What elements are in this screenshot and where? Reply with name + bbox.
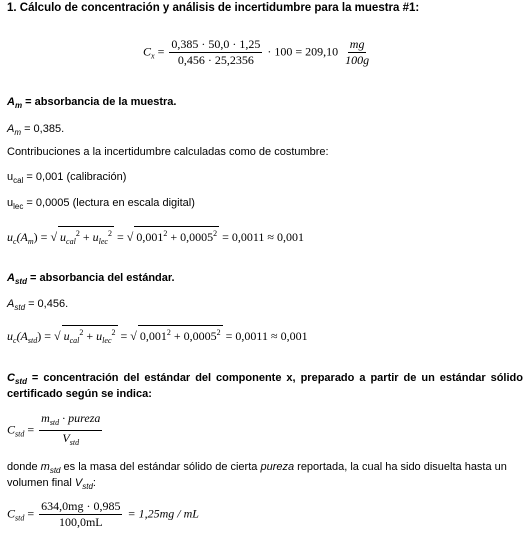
ucal-text: = 0,001 (calibración) xyxy=(23,171,127,183)
astd-value-subscript: std xyxy=(14,303,26,312)
cstd-value-result: = 1,25mg / mL xyxy=(124,506,199,521)
uc-arg-subscript: std xyxy=(27,336,38,345)
sqrt-radicand xyxy=(58,226,114,249)
cstd-value-fraction xyxy=(39,500,122,529)
value-a: 0,001 xyxy=(136,230,164,244)
astd-value xyxy=(7,298,68,312)
mass-symbol: m xyxy=(40,461,50,473)
cx-symbol: C xyxy=(143,44,152,59)
equals-sign: = xyxy=(37,230,51,244)
mass-subscript: std xyxy=(49,418,60,427)
volume-symbol: V xyxy=(62,431,70,445)
volume-subscript: std xyxy=(69,438,80,447)
am-definition-text: = absorbancia de la muestra. xyxy=(22,96,177,108)
am-value-symbol: A xyxy=(7,123,15,135)
value-b: + 0,0005 xyxy=(170,329,217,343)
am-symbol: A xyxy=(7,96,15,108)
cx-fraction xyxy=(169,38,262,67)
donde-paragraph xyxy=(7,461,523,493)
uc-arg-close: ) xyxy=(37,329,42,343)
cstd-subscript: std xyxy=(14,377,27,386)
u-lec-subscript: lec xyxy=(102,336,112,345)
volume-subscript: std xyxy=(82,482,93,491)
cx-unit-numerator: mg xyxy=(349,37,365,51)
ucal-line xyxy=(7,171,126,185)
equals-sign: = xyxy=(157,44,165,59)
astd-definition-text: = absorbancia del estándar. xyxy=(26,272,175,284)
cx-denominator: 0,456 · 25,2356 xyxy=(177,53,254,67)
value-a: 0,001 xyxy=(139,329,167,343)
contributions-text: Contribuciones a la incertidumbre calculadas como de costumbre: xyxy=(7,146,329,158)
cx-unit-fraction xyxy=(343,38,371,67)
donde-text-3: reportada, la cual ha sido disuelta hasta un volumen final xyxy=(7,461,507,489)
equals-sign: = xyxy=(113,230,127,244)
square-exponent: 2 xyxy=(166,328,171,337)
astd-value-symbol: A xyxy=(7,298,15,310)
cstd-definition-text: = concentración del estándar del componente x, preparado a partir de un estándar sólido certificado según se indica: xyxy=(7,372,523,400)
u-cal-symbol: u xyxy=(60,230,67,244)
u-cal-subscript: cal xyxy=(69,336,80,345)
uc-symbol: u xyxy=(7,230,13,244)
pureza-word: pureza xyxy=(260,461,295,473)
astd-subscript: std xyxy=(14,277,27,286)
square-exponent: 2 xyxy=(163,229,168,238)
cstd-symbol: C xyxy=(7,372,15,384)
uc-subscript: c xyxy=(13,336,17,345)
donde-text-1: donde xyxy=(7,461,41,473)
sqrt-values xyxy=(134,226,219,244)
sqrt-radicand xyxy=(62,325,118,348)
uc-result: = 0,0011 ≈ 0,001 xyxy=(219,230,305,244)
ucal-subscript: cal xyxy=(13,176,24,185)
cstd-formula-denominator xyxy=(60,431,81,449)
sqrt-values xyxy=(138,325,223,343)
cstd-lhs-subscript: std xyxy=(15,429,25,439)
cx-subscript: x xyxy=(151,51,155,61)
equals-sign: = xyxy=(24,422,38,437)
astd-symbol: A xyxy=(7,272,15,284)
am-value-text: = 0,385. xyxy=(21,123,65,135)
square-exponent: 2 xyxy=(111,328,116,337)
am-subscript: m xyxy=(14,101,23,110)
cstd-formula-numerator xyxy=(39,412,102,431)
equation-cx xyxy=(143,38,373,67)
astd-value-text: = 0,456. xyxy=(25,298,69,310)
uc-arg: (A xyxy=(16,329,28,343)
u-cal-subscript: cal xyxy=(66,237,76,246)
equation-uc-astd: $u_c(A_{std})$ = √ $u_{cal}^2 + u_{lec}^2$ = √ $0,001^2 + 0,0005^2 = 0,0011 \approx 0,001$ xyxy=(7,325,308,348)
equals-sign: = xyxy=(41,329,55,343)
cstd-value-denominator: 100,0mL xyxy=(58,515,103,529)
mass-subscript: std xyxy=(49,466,61,475)
uc-arg: (A xyxy=(16,230,28,244)
equals-sign: = xyxy=(117,329,131,343)
cstd-lhs-subscript: std xyxy=(15,513,25,523)
plus-sign: + xyxy=(83,329,97,343)
astd-definition xyxy=(7,272,175,286)
cx-unit-denominator: 100g xyxy=(345,53,370,67)
cstd-lhs-symbol: C xyxy=(7,506,16,521)
am-definition xyxy=(7,96,176,110)
value-b: + 0,0005 xyxy=(167,230,214,244)
ucal-symbol: u xyxy=(7,171,14,183)
uc-symbol: u xyxy=(7,329,13,343)
square-exponent: 2 xyxy=(213,229,218,238)
cx-numerator: 0,385 · 50,0 · 1,25 xyxy=(171,37,261,51)
equals-sign: = xyxy=(24,506,38,521)
equation-uc-am: $u_c(A_m)$ = √ $u_{cal}^2 + u_{lec}^2$ = √ $0,001^2 + 0,0005^2 = 0,0011 \approx 0,001$ xyxy=(7,226,304,249)
uc-arg-subscript: m xyxy=(27,237,34,246)
ulec-text: = 0,0005 (lectura en escala digital) xyxy=(23,197,195,209)
cstd-formula-fraction xyxy=(39,412,102,449)
donde-text-4: : xyxy=(92,477,96,489)
purity-term: · pureza xyxy=(59,411,101,425)
cstd-definition xyxy=(7,372,523,401)
am-value xyxy=(7,123,64,137)
volume-symbol: V xyxy=(74,477,83,489)
u-lec-symbol: u xyxy=(96,329,103,343)
u-lec-subscript: lec xyxy=(98,237,108,246)
square-exponent: 2 xyxy=(75,229,80,238)
cstd-lhs-symbol: C xyxy=(7,422,16,437)
section-title: 1. Cálculo de concentración y análisis de incertidumbre para la muestra #1: xyxy=(7,2,420,14)
equation-cstd-formula xyxy=(7,412,104,449)
cstd-value-numerator: 634,0mg · 0,985 xyxy=(41,499,121,513)
plus-sign: + xyxy=(79,230,93,244)
square-exponent: 2 xyxy=(107,229,112,238)
square-exponent: 2 xyxy=(216,328,221,337)
equation-cstd-value xyxy=(7,500,199,529)
mass-symbol: m xyxy=(41,411,50,425)
am-value-subscript: m xyxy=(14,128,22,137)
uc-subscript: c xyxy=(13,237,17,246)
u-lec-symbol: u xyxy=(92,230,99,244)
uc-arg-close: ) xyxy=(33,230,38,244)
u-cal-symbol: u xyxy=(63,329,70,343)
ulec-symbol: u xyxy=(7,197,14,209)
uc-result: = 0,0011 ≈ 0,001 xyxy=(222,329,308,343)
square-exponent: 2 xyxy=(79,328,84,337)
ulec-line xyxy=(7,197,195,211)
ulec-subscript: lec xyxy=(13,202,24,211)
donde-text-2: es la masa del estándar sólido de cierta xyxy=(60,461,261,473)
cx-times-100: · 100 = 209,10 xyxy=(267,44,339,59)
